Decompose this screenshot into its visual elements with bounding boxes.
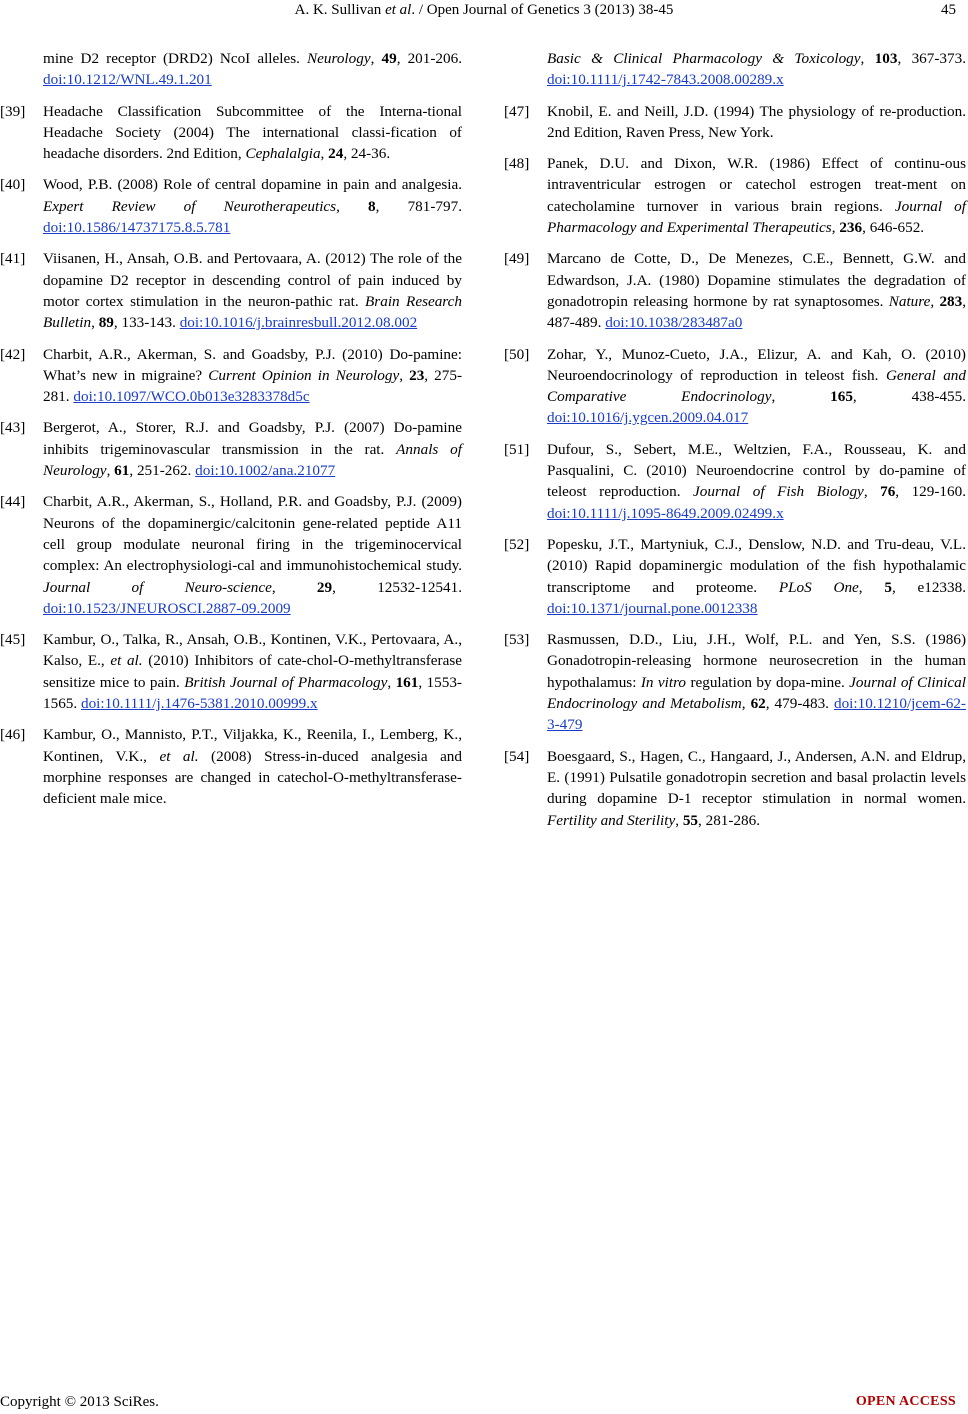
ref-number: [42] [0,345,26,363]
reference-item [504,746,966,831]
ref-sep: , [863,483,881,501]
ref-journal: Fertility and Sterility [547,811,676,829]
ref-number: [48] [504,155,530,173]
reference-item [0,174,462,238]
ref-text: Headache Classification Subcommittee of the Interna-tional Headache Society (2004) The international classi-fication of headache disorders. 2nd Edition, [43,102,462,163]
ref-journal: Basic & Clinical Pharmacology & Toxicology [547,50,861,67]
reference-item [504,248,966,333]
ref-volume: 103 [874,50,898,67]
ref-pages: , 133-143. [113,314,180,332]
ref-journal: Nature [888,292,931,310]
ref-volume: 236 [839,219,863,237]
reference-item [0,248,462,333]
ref-text: Rasmussen, D.D., Liu, J.H., Wolf, P.L. and Yen, S.S. (1986) Gonadotropin-releasing hormone neurosecretion in the human hypothalamus: [547,631,966,691]
doi-link[interactable]: doi:10.1371/journal.pone.0012338 [547,599,758,617]
ref-text: Knobil, E. and Neill, J.D. (1994) The physiology of re-production. 2nd Edition, Raven Press, New York. [547,102,966,141]
ref-text: Charbit, A.R., Akerman, S., Holland, P.R. and Goadsby, P.J. (2009) Neurons of the dopaminergic/calcitonin gene-related peptide A11 cell group modulate neuronal firing in the trigeminocervical complex: An electrophysiologi-cal and immunohistochemical study. [43,493,462,575]
ref-journal: Expert Review of Neurotherapeutics [43,197,337,215]
doi-link[interactable]: doi:10.1111/j.1476-5381.2010.00999.x [80,695,318,713]
reference-item [0,101,462,165]
ref-number: [53] [504,631,530,649]
ref-volume: 61 [114,462,130,480]
doi-link[interactable]: doi:10.1097/WCO.0b013e3283378d5c [73,388,310,406]
reference-item [504,101,966,144]
page-number: 45 [941,2,956,18]
ref-number: [44] [0,493,26,511]
ref-sep: , [831,219,840,237]
reference-item [0,417,462,481]
doi-link[interactable]: doi:10.1111/j.1095-8649.2009.02499.x [547,504,784,522]
ref-volume: 23 [409,366,425,384]
ref-volume: 55 [682,811,699,829]
ref-volume: 165 [830,388,853,406]
ref-text: Charbit, A.R., Akerman, S. and Goadsby, P.J. (2010) Do-pamine: What’s new in migraine? [43,345,462,384]
ref-text: Wood, P.B. (2008) Role of central dopamine in pain and analgesia. [43,176,462,194]
open-access-label: OPEN ACCESS [855,1394,956,1409]
reference-item [0,344,462,408]
ref-text: regulation by dopa-mine. [686,673,850,691]
ref-number: [51] [504,440,530,458]
doi-link[interactable]: doi:10.1111/j.1742-7843.2008.00289.x [547,71,784,89]
ref-number: [54] [504,747,530,765]
ref-pages: , 129-160. [895,483,967,501]
ref-pages: , 24-36. [343,145,391,163]
ref-journal: Journal of Clinical Endocrinology and Metabolism [547,673,966,713]
ref-journal: Journal of Pharmacology and Experimental Therapeutics [547,197,966,237]
ref-sep: , [860,50,875,67]
ref-pages: , e12338. [891,578,966,596]
ref-pages: , 367-373. [897,50,966,67]
doi-link[interactable]: doi:10.1016/j.brainresbull.2012.08.002 [179,314,418,332]
header-journal: . / Open Journal of Genetics 3 (2013) 38-45 [411,2,674,18]
reference-list-left [0,101,462,810]
left-column [0,48,462,820]
ref-journal: Journal of Fish Biology [693,483,864,501]
ref-number: [49] [504,250,530,268]
ref-number: [39] [0,102,26,120]
ref-pages: , 201-206. [396,50,463,67]
ref-volume: 24 [328,145,344,163]
ref-number: [45] [0,631,26,649]
ref-pages: , 487-489. [547,292,967,332]
right-column [504,48,966,841]
ref-volume: 161 [395,673,419,691]
ref-journal: Cephalalgia [245,145,321,163]
ref-sep: , [271,578,317,596]
ref-text: Kambur, O., Talka, R., Ansah, O.B., Kontinen, V.K., Pertovaara, A., Kalso, E., [43,631,462,670]
doi-link[interactable]: doi:10.1038/283487a0 [605,314,743,332]
ref-sep: , [675,811,683,829]
ref-text: Marcano de Cotte, D., De Menezes, C.E., Bennett, G.W. and Edwardson, J.A. (1980) Dopamine stimulates the degradation of gonadotropin releasing hormone by rat synaptosomes. [547,250,966,310]
doi-link[interactable]: doi:10.1016/j.ygcen.2009.04.017 [547,409,749,427]
ref-number: [46] [0,726,26,744]
doi-link[interactable]: doi:10.1212/WNL.49.1.201 [43,71,212,89]
ref-pages: , 12532-12541. [332,578,462,596]
ref-volume: 89 [98,314,114,332]
ref-number: [47] [504,102,530,120]
ref-journal: Current Opinion in Neurology [208,366,400,384]
ref-sep: , [771,388,831,406]
ref-continuation [504,48,966,91]
doi-link[interactable]: doi:10.1523/JNEUROSCI.2887-09.2009 [43,599,291,617]
ref-text: Zohar, Y., Munoz-Cueto, J.A., Elizur, A. and Kah, O. (2010) Neuroendocrinology of reproduction in teleost fish. [547,345,966,384]
ref-journal: PLoS One [778,578,859,596]
ref-sep: , [858,578,885,596]
ref-text: mine D2 receptor (DRD2) NcoI alleles. [43,50,308,67]
ref-italic: et al. [110,652,143,670]
doi-link[interactable]: doi:10.1210/jcem-62-3-479 [547,695,966,734]
copyright-notice: Copyright © 2013 SciRes. [0,1394,159,1410]
ref-sep: , [741,695,751,713]
ref-pages: , 275-281. [43,366,463,406]
reference-item [504,629,966,735]
ref-text: (2010) Inhibitors of cate-chol-O-methyltransferase sensitize mice to pain. [43,652,462,691]
ref-journal: Brain Research Bulletin [43,292,462,332]
ref-pages: , 438-455. [852,388,966,406]
ref-text: Bergerot, A., Storer, R.J. and Goadsby, P.J. (2007) Do-pamine inhibits trigeminovascular transmission in the rat. [43,419,462,458]
ref-italic: et al. [159,747,199,765]
ref-pages: , 1553-1565. [43,673,462,713]
ref-journal: General and Comparative Endocrinology [547,366,966,406]
ref-journal: Neurology [307,50,371,67]
ref-volume: 283 [939,292,963,310]
ref-volume: 29 [316,578,333,596]
ref-volume: 49 [381,50,397,67]
ref-text: Boesgaard, S., Hagen, C., Hangaard, J., Andersen, A.N. and Eldrup, E. (1991) Pulsatile gonadotropin secretion and basal prolactin levels during dopamine D-1 receptor stimulation in normal women. [547,747,966,808]
ref-number: [50] [504,345,530,363]
reference-item [504,344,966,429]
ref-text: Popesku, J.T., Martyniuk, C.J., Denslow, N.D. and Tru-deau, V.L. (2010) Rapid dopaminergic modulation of the fish hypothalamic transcriptome and proteome. [547,535,966,596]
header-author: A. K. Sullivan [294,2,382,18]
ref-number: [40] [0,176,26,194]
ref-pages: , 781-797. [375,197,462,215]
reference-item [504,439,966,524]
ref-text: (2008) Stress-in-duced analgesia and morphine responses are changed in catechol-O-methyltransferase-deficient male mice. [43,747,462,808]
reference-item [0,491,462,619]
reference-list-right [504,48,966,831]
ref-volume: 8 [368,197,376,215]
reference-item [504,534,966,619]
running-header [0,0,968,20]
ref-continuation: mine D2 receptor (DRD2) NcoI alleles. Neurology, 49, 201-206. doi:10.1212/WNL.49.1.201 [43,50,463,89]
ref-sep: , [387,673,396,691]
ref-italic: In vitro [640,673,687,691]
ref-journal: British Journal of Pharmacology [184,673,388,691]
ref-number: [43] [0,419,26,437]
ref-pages: , 479-483. [765,695,834,713]
ref-sep: , [320,145,329,163]
reference-item [0,629,462,714]
ref-sep: , [91,314,99,332]
doi-link[interactable]: doi:10.1586/14737175.8.5.781 [43,219,231,237]
ref-text: Panek, D.U. and Dixon, W.R. (1986) Effect of continu-ous intraventricular estrogen or catechol estrogen treat-ment on catecholamine turnover in various brain regions. [547,155,966,215]
ref-volume: 76 [880,483,896,501]
ref-sep: , [399,366,410,384]
ref-volume: 5 [884,578,892,596]
ref-sep: , [930,292,940,310]
ref-pages: , 646-652. [862,219,925,237]
doi-link[interactable]: doi:10.1002/ana.21077 [195,462,336,480]
ref-sep: , [336,197,369,215]
ref-sep: , [106,462,115,480]
ref-journal: Annals of Neurology [43,440,462,480]
ref-text: Kambur, O., Mannisto, P.T., Viljakka, K., Reenila, I., Lemberg, K., Kontinen, V.K., [43,726,462,765]
ref-number: [52] [504,535,530,553]
ref-journal: Journal of Neuro-science [43,578,272,596]
reference-item [504,153,966,238]
ref-text: Dufour, S., Sebert, M.E., Weltzien, F.A., Rousseau, K. and Pasqualini, C. (2010) Neuroendocrine control by do-pamine of teleost reproduction. [547,440,966,501]
ref-volume: 62 [750,695,766,713]
header-etal: et al [381,2,412,18]
ref-number: [41] [0,250,26,268]
ref-pages: , 281-286. [698,811,761,829]
reference-item [0,724,462,809]
ref-pages: , 251-262. [129,462,196,480]
ref-text: Viisanen, H., Ansah, O.B. and Pertovaara, A. (2012) The role of the dopamine D2 receptor in descending control of pain induced by motor cortex stimulation in the neuron-pathic rat. [43,250,462,310]
